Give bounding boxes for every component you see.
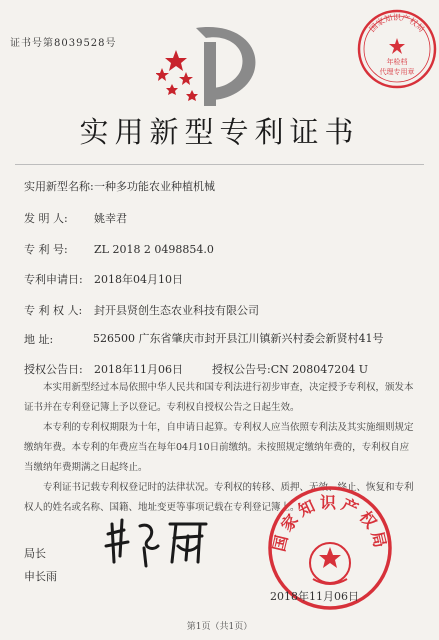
seal-top-ring-text: 国家知识产权局 (367, 13, 427, 34)
seal-top-inner-1: 年检档 (386, 58, 408, 66)
certificate-number: 证书号第8039528号 (10, 38, 117, 49)
field-label: 专 利 权 人: (24, 304, 83, 317)
body-paragraph: 专利证书记载专利权登记时的法律状况。专利权的转移、质押、无效、终止、恢复和专利权人的姓名或名称、国籍、地址变更等事项记载在专利登记簿上。 (24, 482, 414, 513)
agency-seal-icon (356, 8, 438, 90)
field-label: 发 明 人: (24, 212, 68, 225)
cnipa-logo-icon (156, 20, 266, 108)
field-label: 实用新型名称: (24, 180, 94, 193)
field-authorization-number (212, 361, 368, 377)
svg-text:国家知识产权局 (269, 493, 390, 553)
field-value: 2018年04月10日 (94, 273, 183, 286)
field-value: ZL 2018 2 0498854.0 (94, 243, 214, 256)
field-address-label: 地 址: (24, 333, 54, 346)
page-number: 第1页（共1页） (186, 622, 253, 632)
field-label: 专 利 号: (24, 243, 68, 256)
field-value: 2018年11月06日 (94, 363, 183, 376)
seal-top-inner-2: 代理专用章 (379, 68, 415, 76)
issue-date: 2018年11月06日 (270, 590, 359, 603)
field-label: 授权公告日: (24, 363, 83, 376)
field-label: 授权公告号: (212, 363, 271, 376)
field-address-value: 526500 广东省肇庆市封开县江川镇新兴村委会新贤村41号 (93, 332, 384, 345)
field-value: CN 208047204 U (270, 363, 369, 376)
field-value: 封开县贤创生态农业科技有限公司 (94, 304, 259, 317)
field-value: 姚幸君 (94, 212, 127, 225)
field-value: 一种多功能农业种植机械 (94, 180, 215, 193)
body-paragraph: 本专利的专利权期限为十年，自申请日起算。专利权人应当依照专利法及其实施细则规定缴纳年费。本专利的年费应当在每年04月10日前缴纳。未按照规定缴纳年费的，专利权自应当缴纳年费期满之日起终止。 (24, 422, 414, 473)
seal-bottom-ring-text: 国家知识产权局 (269, 493, 391, 554)
signer-title: 局长 (24, 547, 46, 560)
field-authorization-date (24, 361, 183, 377)
field-patentee (24, 302, 259, 318)
field-utility-name (24, 178, 215, 194)
field-application-date (24, 271, 183, 287)
field-label: 专利申请日: (24, 273, 83, 286)
certificate-title: 实用新型专利证书 (79, 115, 360, 149)
signer-name: 申长雨 (24, 570, 57, 583)
field-patent-number (24, 241, 214, 257)
svg-text:国家知识产权局 (368, 12, 426, 34)
field-inventor (24, 210, 127, 226)
handwritten-signature-icon (100, 512, 220, 572)
body-paragraph: 本实用新型经过本局依照中华人民共和国专利法进行初步审查，决定授予专利权，颁发本证书并在专利登记簿上予以登记。专利权自授权公告之日起生效。 (24, 382, 414, 413)
title-divider (15, 164, 424, 165)
